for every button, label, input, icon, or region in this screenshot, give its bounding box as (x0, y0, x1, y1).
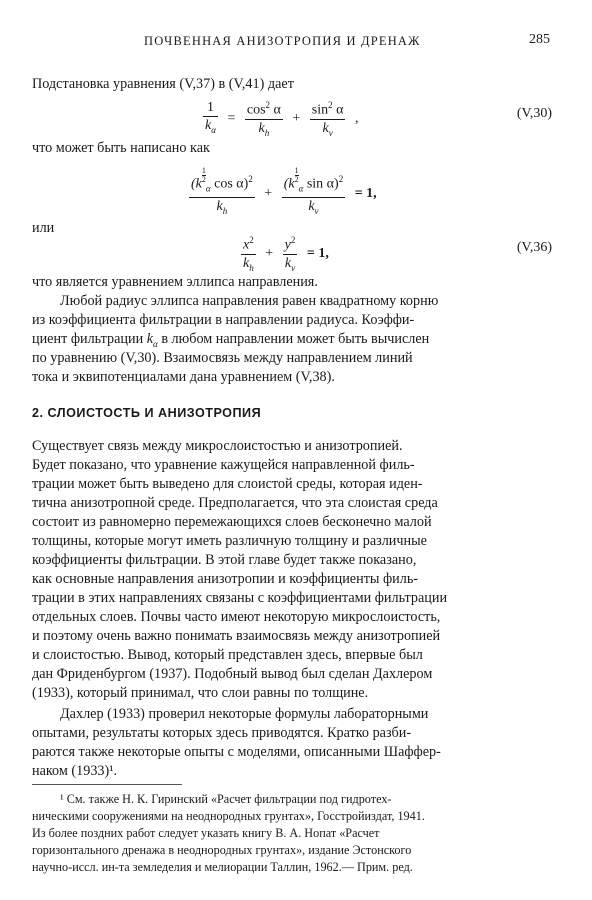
p2-line: дан Фриденбургом (1937). Подобный вывод был сделан Дахлером (32, 666, 433, 682)
page-number: 285 (529, 32, 550, 47)
eqm-term2: (k $\frac{1}{2}$ $_\alpha$ sin α)$^2$ $k_v$ (283, 166, 344, 217)
running-head: ПОЧВЕННАЯ АНИЗОТРОПИЯ И ДРЕНАЖ (144, 34, 421, 48)
p2-line: коэффициенты фильтрации. В этой главе будет также показано, (32, 552, 417, 568)
p2-line: отдельных слоев. Почвы часто имеют некоторую микрослоистость, (32, 609, 441, 625)
p2-line: и слоистостью. Вывод, который представлен здесь, впервые был (32, 647, 423, 663)
p2-line: состоит из равномерно перемежающихся слоев бесконечно малой (32, 514, 432, 530)
word-or: или (32, 220, 55, 236)
p2-line: трации в этих направлениях связаны с коэффициентами фильтрации (32, 590, 448, 606)
equation-v30: $\frac{1}{k_\alpha}$ = $\frac{\cos^2 \alpha}{k_h}$ + $\frac{\sin^2 \alpha}{k_v}$ , (200, 97, 361, 141)
eq36-term2: $\frac{y^2}{k_v}$ (283, 232, 298, 276)
p1-line: что является уравнением эллипса направления. (32, 274, 318, 290)
footnote-line: Из более поздних работ следует указать книгу В. А. Нопат «Расчет (32, 826, 380, 840)
equation-number-v36: (V,36) (516, 240, 552, 255)
footnote-line: ¹ См. также Н. К. Гиринский «Расчет фильтрации под гидротех- (60, 792, 392, 806)
footnote-line: научно-иссл. ин-та земледелия и мелиорации Таллин, 1962.— Прим. ред. (32, 860, 413, 874)
footnote-rule (32, 784, 182, 785)
p2-line: (1933), который принимал, что слои равны по толщине. (32, 685, 369, 701)
can-be-written-line: что может быть написано как (32, 140, 210, 156)
p2-line: Будет показано, что уравнение кажущейся направленной филь- (32, 457, 415, 473)
intro-line: Подстановка уравнения (V,37) в (V,41) дает (32, 76, 294, 92)
section-title: 2. СЛОИСТОСТЬ И АНИЗОТРОПИЯ (32, 406, 262, 420)
p2-line: толщины, которые могут иметь различную толщину и различные (32, 533, 427, 549)
footnote-line: горизонтального дренажа в неоднородных грунтах», издание Эстонского (32, 843, 412, 857)
p1-line: из коэффициента фильтрации в направлении радиуса. Коэффи- (32, 312, 415, 328)
eq30-term2: $\frac{\sin^2 \alpha}{k_v}$ (310, 97, 346, 141)
page-header (30, 34, 550, 54)
p2-line: и поэтому очень важно понимать взаимосвязь между анизотропией (32, 628, 441, 644)
p1-line: по уравнению (V,30). Взаимосвязь между направлением линий (32, 350, 413, 366)
p1-line: циент фильтрации $k_\alpha$ в любом направлении может быть вычислен (32, 331, 430, 349)
p3-line: опытами, результаты которых здесь приводятся. Кратко разби- (32, 725, 412, 741)
equation-v36: $\frac{x^2}{k_h}$ + $\frac{y^2}{k_v}$ = 1, (238, 232, 332, 276)
p3-line: Дахлер (1933) проверил некоторые формулы лабораторными (60, 706, 429, 722)
p3-line: раются также некоторые опыты с моделями, описанными Шаффер- (32, 744, 441, 760)
eq30-term1: $\frac{\cos^2 \alpha}{k_h}$ (245, 97, 283, 141)
p2-line: Существует связь между микрослоистостью и анизотропией. (32, 438, 403, 454)
footnote-line: ническими сооружениями на неоднородных грунтах», Госстройиздат, 1941. (32, 809, 425, 823)
eqm-term1: (k $\frac{1}{2}$ $_\alpha$ cos α)$^2$ $k_h$ (191, 166, 253, 217)
p2-line: как основные направления анизотропии и коэффициенты филь- (32, 571, 419, 587)
eq36-term1: $\frac{x^2}{k_h}$ (241, 232, 256, 276)
p1-line: Любой радиус эллипса направления равен квадратному корню (60, 293, 439, 309)
p2-line: трации может быть выведено для слоистой среды, которая иден- (32, 476, 423, 492)
p3-line: наком (1933)¹. (32, 763, 118, 779)
equation-number-v30: (V,30) (516, 106, 552, 121)
p1-line: тока и эквипотенциалами дана уравнением (V,38). (32, 369, 335, 385)
p2-line: тична анизотропной среде. Предполагается, что эта слоистая среда (32, 495, 438, 511)
eq30-lhs: $\frac{1}{k_\alpha}$ (205, 100, 216, 136)
equation-middle: (k $\frac{1}{2}$ $_\alpha$ cos α)$^2$ $k_h$ + (k $\frac{1}{2}$ $_\alpha$ sin α)$^2$ $k_v$ = 1, (186, 167, 380, 220)
